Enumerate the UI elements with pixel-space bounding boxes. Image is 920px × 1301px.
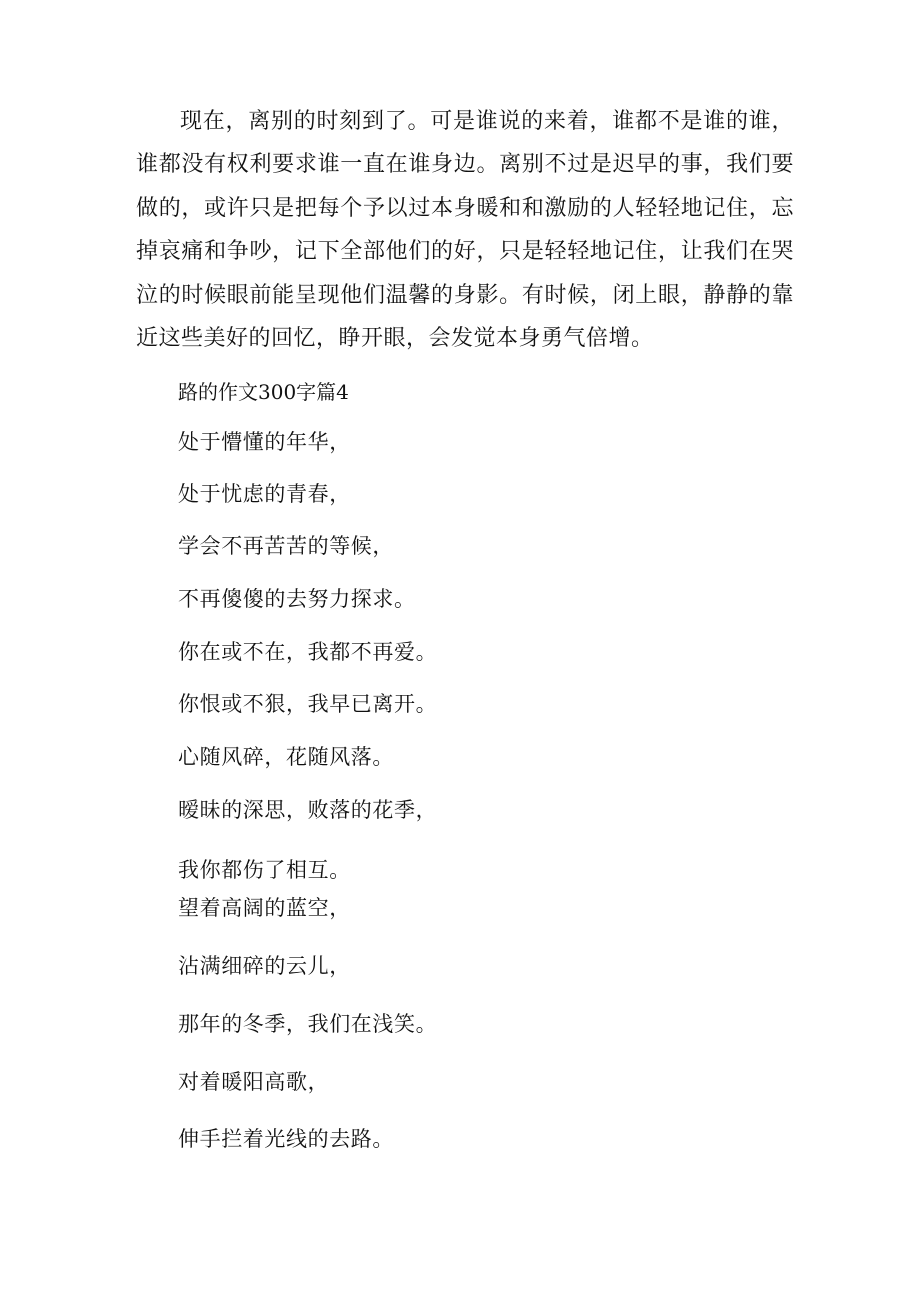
poem-line: 暧昧的深思，败落的花季， [178, 798, 438, 822]
poem-line: 心随风碎，花随风落。 [178, 745, 394, 769]
poem-line: 望着高阔的蓝空， [178, 896, 351, 920]
poem-line: 那年的冬季，我们在浅笑。 [178, 1012, 438, 1036]
poem-line: 伸手拦着光线的去路。 [178, 1127, 394, 1151]
poem-line: 处于忧虑的青春， [178, 482, 351, 506]
body-paragraph: 现在，离别的时刻到了。可是谁说的来着，谁都不是谁的谁，谁都没有权利要求谁一直在谁身边。离别不过是迟早的事，我们要做的，或许只是把每个予以过本身暖和和激励的人轻轻地记住，忘掉哀痛和争吵，记下全部他们的好，只是轻轻地记住，让我们在哭泣的时候眼前能呈现他们温馨的身影。有时候，闭上眼，静静的靠近这些美好的回忆，睁开眼，会发觉本身勇气倍增。 [136, 109, 794, 352]
poem-line: 我你都伤了相互。 [178, 858, 351, 882]
poem-line: 沾满细碎的云儿， [178, 954, 351, 978]
poem-line: 不再傻傻的去努力探求。 [178, 587, 416, 611]
section-title: 路的作文300字篇4 [178, 380, 349, 404]
poem-line: 你恨或不狠，我早已离开。 [178, 692, 438, 716]
poem-line: 处于懵懂的年华， [178, 430, 351, 454]
poem-line: 你在或不在，我都不再爱。 [178, 640, 438, 664]
poem-line: 学会不再苦苦的等候， [178, 534, 394, 558]
poem-line: 对着暖阳高歌， [178, 1070, 330, 1094]
